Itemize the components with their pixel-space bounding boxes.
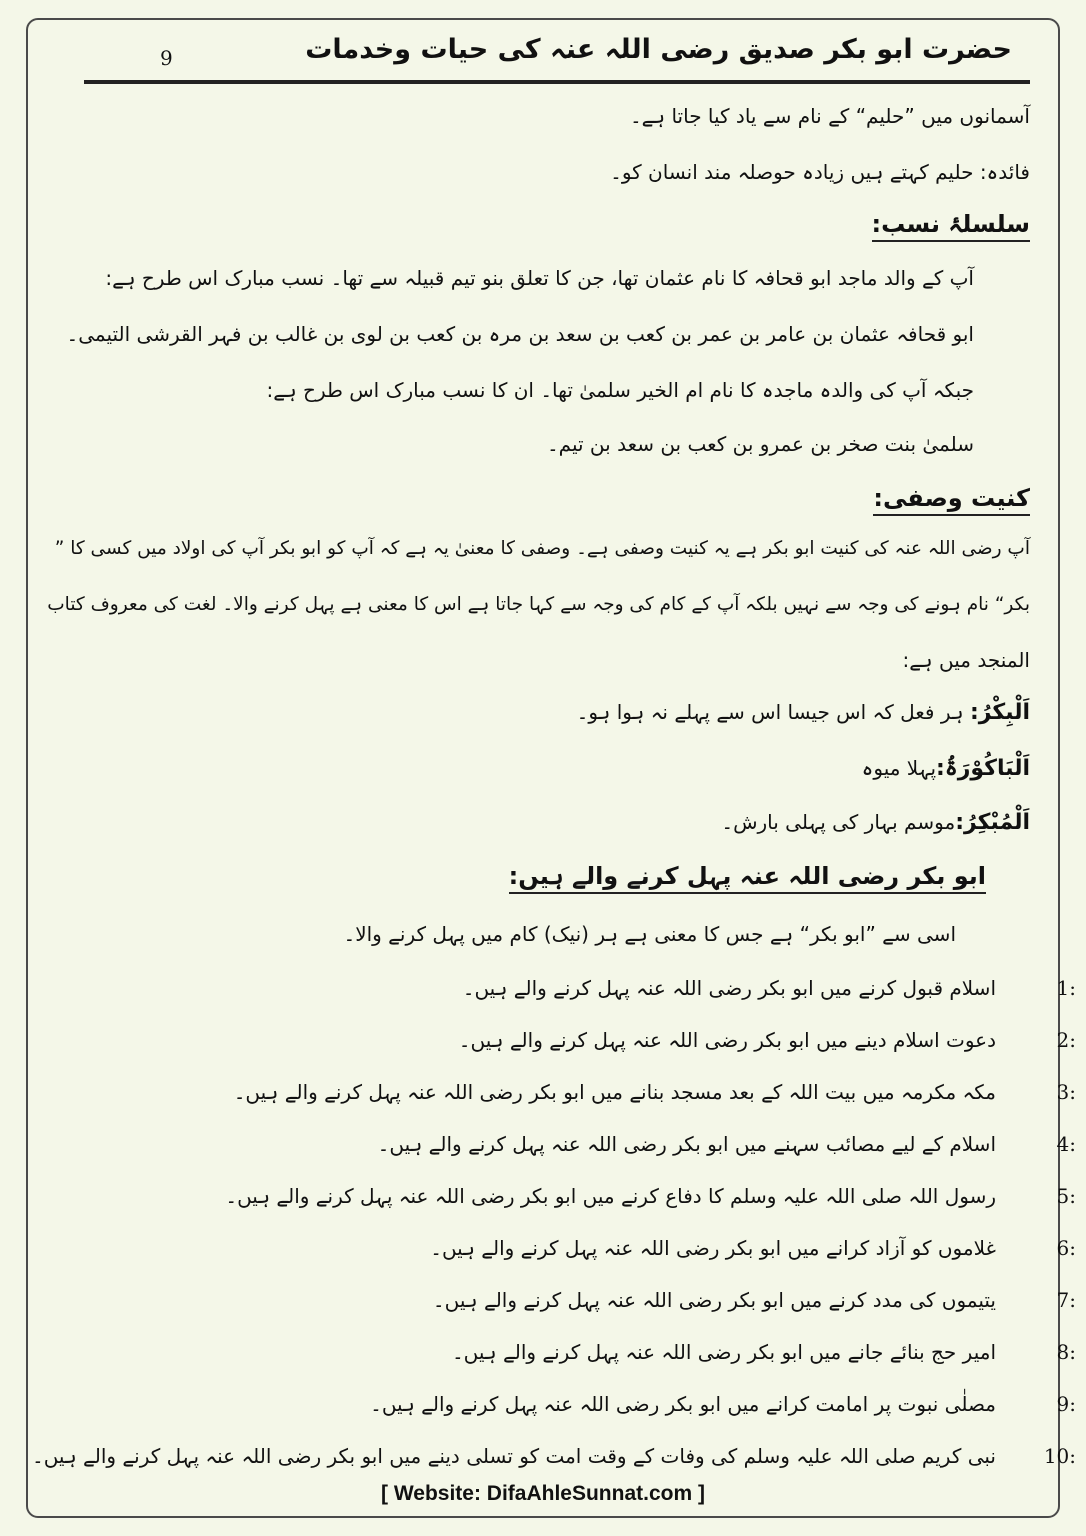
kunyat-heading: کنیت وصفی:	[873, 484, 1030, 516]
list-item	[233, 1080, 1076, 1104]
page-number: 9	[160, 46, 173, 70]
intro-line-2: فائدہ: حلیم کہتے ہیں زیادہ حوصلہ مند انسان کو۔	[610, 160, 1030, 184]
list-item-number: 2:	[1056, 1028, 1076, 1052]
pioneer-intro: اسی سے ”ابو بکر“ ہے جس کا معنی ہے ہر (نیک) کام میں پہل کرنے والا۔	[343, 922, 956, 946]
list-item	[377, 1132, 1076, 1156]
list-item-text: مصلٰی نبوت پر امامت کرانے میں ابو بکر رضی اللہ عنہ پہل کرنے والے ہیں۔	[370, 1392, 996, 1416]
list-item	[458, 1028, 1076, 1052]
definition-al-bakura	[862, 756, 1030, 781]
list-item-text: یتیموں کی مدد کرنے میں ابو بکر رضی اللہ عنہ پہل کرنے والے ہیں۔	[432, 1288, 996, 1312]
list-item	[370, 1392, 1076, 1416]
list-item-number: 7:	[1056, 1288, 1076, 1312]
definition-text: پہلا میوہ	[861, 756, 937, 780]
definition-al-bikr	[577, 700, 1030, 725]
list-item-number: 3:	[1056, 1080, 1076, 1104]
list-item	[430, 1236, 1076, 1260]
list-item	[462, 976, 1076, 1000]
header-rule	[84, 80, 1030, 84]
pioneer-heading: ابو بکر رضی اللہ عنہ پہل کرنے والے ہیں:	[509, 862, 986, 894]
intro-line-1: آسمانوں میں ”حلیم“ کے نام سے یاد کیا جاتا ہے۔	[629, 104, 1030, 128]
lineage-paragraph-3: جبکہ آپ کی والدہ ماجدہ کا نام ام الخیر سلمیٰ تھا۔ ان کا نسب مبارک اس طرح ہے:	[266, 378, 974, 402]
list-item-text: اسلام کے لیے مصائب سہنے میں ابو بکر رضی اللہ عنہ پہل کرنے والے ہیں۔	[377, 1132, 996, 1156]
website-footer: [ Website: DifaAhleSunnat.com ]	[381, 1482, 705, 1505]
list-item-number: 9:	[1056, 1392, 1076, 1416]
kunyat-line-3: المنجد میں ہے:	[902, 648, 1030, 672]
list-item-number: 10:	[1043, 1444, 1076, 1468]
list-item-text: نبی کریم صلی اللہ علیہ وسلم کی وفات کے وقت امت کو تسلی دینے میں ابو بکر رضی اللہ عنہ پہل کرنے والے ہیں۔	[31, 1444, 996, 1468]
definition-text: ہر فعل کہ اس جیسا اس سے پہلے نہ ہوا ہو۔	[576, 700, 970, 724]
list-item	[31, 1444, 1076, 1468]
definition-al-mubkir	[721, 810, 1030, 835]
list-item-number: 6:	[1056, 1236, 1076, 1260]
definition-term: اَلْبَاکُوْرَۃُ:	[936, 756, 1030, 781]
list-item-text: اسلام قبول کرنے میں ابو بکر رضی اللہ عنہ پہل کرنے والے ہیں۔	[462, 976, 996, 1000]
list-item-text: دعوت اسلام دینے میں ابو بکر رضی اللہ عنہ پہل کرنے والے ہیں۔	[458, 1028, 996, 1052]
list-item-number: 4:	[1056, 1132, 1076, 1156]
list-item	[432, 1288, 1076, 1312]
lineage-heading: سلسلۂ نسب:	[872, 210, 1030, 242]
list-item-number: 5:	[1056, 1184, 1076, 1208]
lineage-paragraph-4: سلمیٰ بنت صخر بن عمرو بن کعب بن سعد بن تیم۔	[546, 432, 974, 456]
list-item	[451, 1340, 1076, 1364]
kunyat-line-2: بکر“ نام ہونے کی وجہ سے نہیں بلکہ آپ کے کام کی وجہ سے کہا جاتا ہے اس کا معنی ہے پہل کرنے والا۔ لغت کی معروف کتاب	[47, 594, 1030, 615]
list-item-text: امیر حج بنائے جانے میں ابو بکر رضی اللہ عنہ پہل کرنے والے ہیں۔	[451, 1340, 996, 1364]
definition-term: اَلْمُبْکِرُ:	[955, 810, 1030, 835]
definition-text: موسم بہار کی پہلی بارش۔	[721, 810, 956, 834]
list-item-text: رسول اللہ صلی اللہ علیہ وسلم کا دفاع کرنے میں ابو بکر رضی اللہ عنہ پہل کرنے والے ہیں۔	[225, 1184, 996, 1208]
lineage-paragraph-1: آپ کے والد ماجد ابو قحافہ کا نام عثمان تھا، جن کا تعلق بنو تیم قبیلہ سے تھا۔ نسب مبارک اس طرح ہے:	[105, 266, 974, 290]
page-header-title: حضرت ابو بکر صدیق رضی اللہ عنہ کی حیات وخدمات	[305, 34, 1012, 65]
definition-term: اَلْبِکْرُ:	[969, 700, 1030, 725]
list-item	[225, 1184, 1076, 1208]
list-item-text: مکہ مکرمہ میں بیت اللہ کے بعد مسجد بنانے میں ابو بکر رضی اللہ عنہ پہل کرنے والے ہیں۔	[233, 1080, 996, 1104]
lineage-paragraph-2: ابو قحافہ عثمان بن عامر بن عمر بن کعب بن سعد بن مرہ بن کعب بن لوی بن غالب بن فہر القرشی التیمی۔	[66, 322, 974, 346]
kunyat-line-1: آپ رضی اللہ عنہ کی کنیت ابو بکر ہے یہ کنیت وصفی ہے۔ وصفی کا معنیٰ یہ ہے کہ آپ کو ابو بکر آپ کی اولاد میں کسی کا ”	[54, 538, 1030, 559]
list-item-number: 1:	[1056, 976, 1076, 1000]
list-item-number: 8:	[1056, 1340, 1076, 1364]
list-item-text: غلاموں کو آزاد کرانے میں ابو بکر رضی اللہ عنہ پہل کرنے والے ہیں۔	[430, 1236, 996, 1260]
